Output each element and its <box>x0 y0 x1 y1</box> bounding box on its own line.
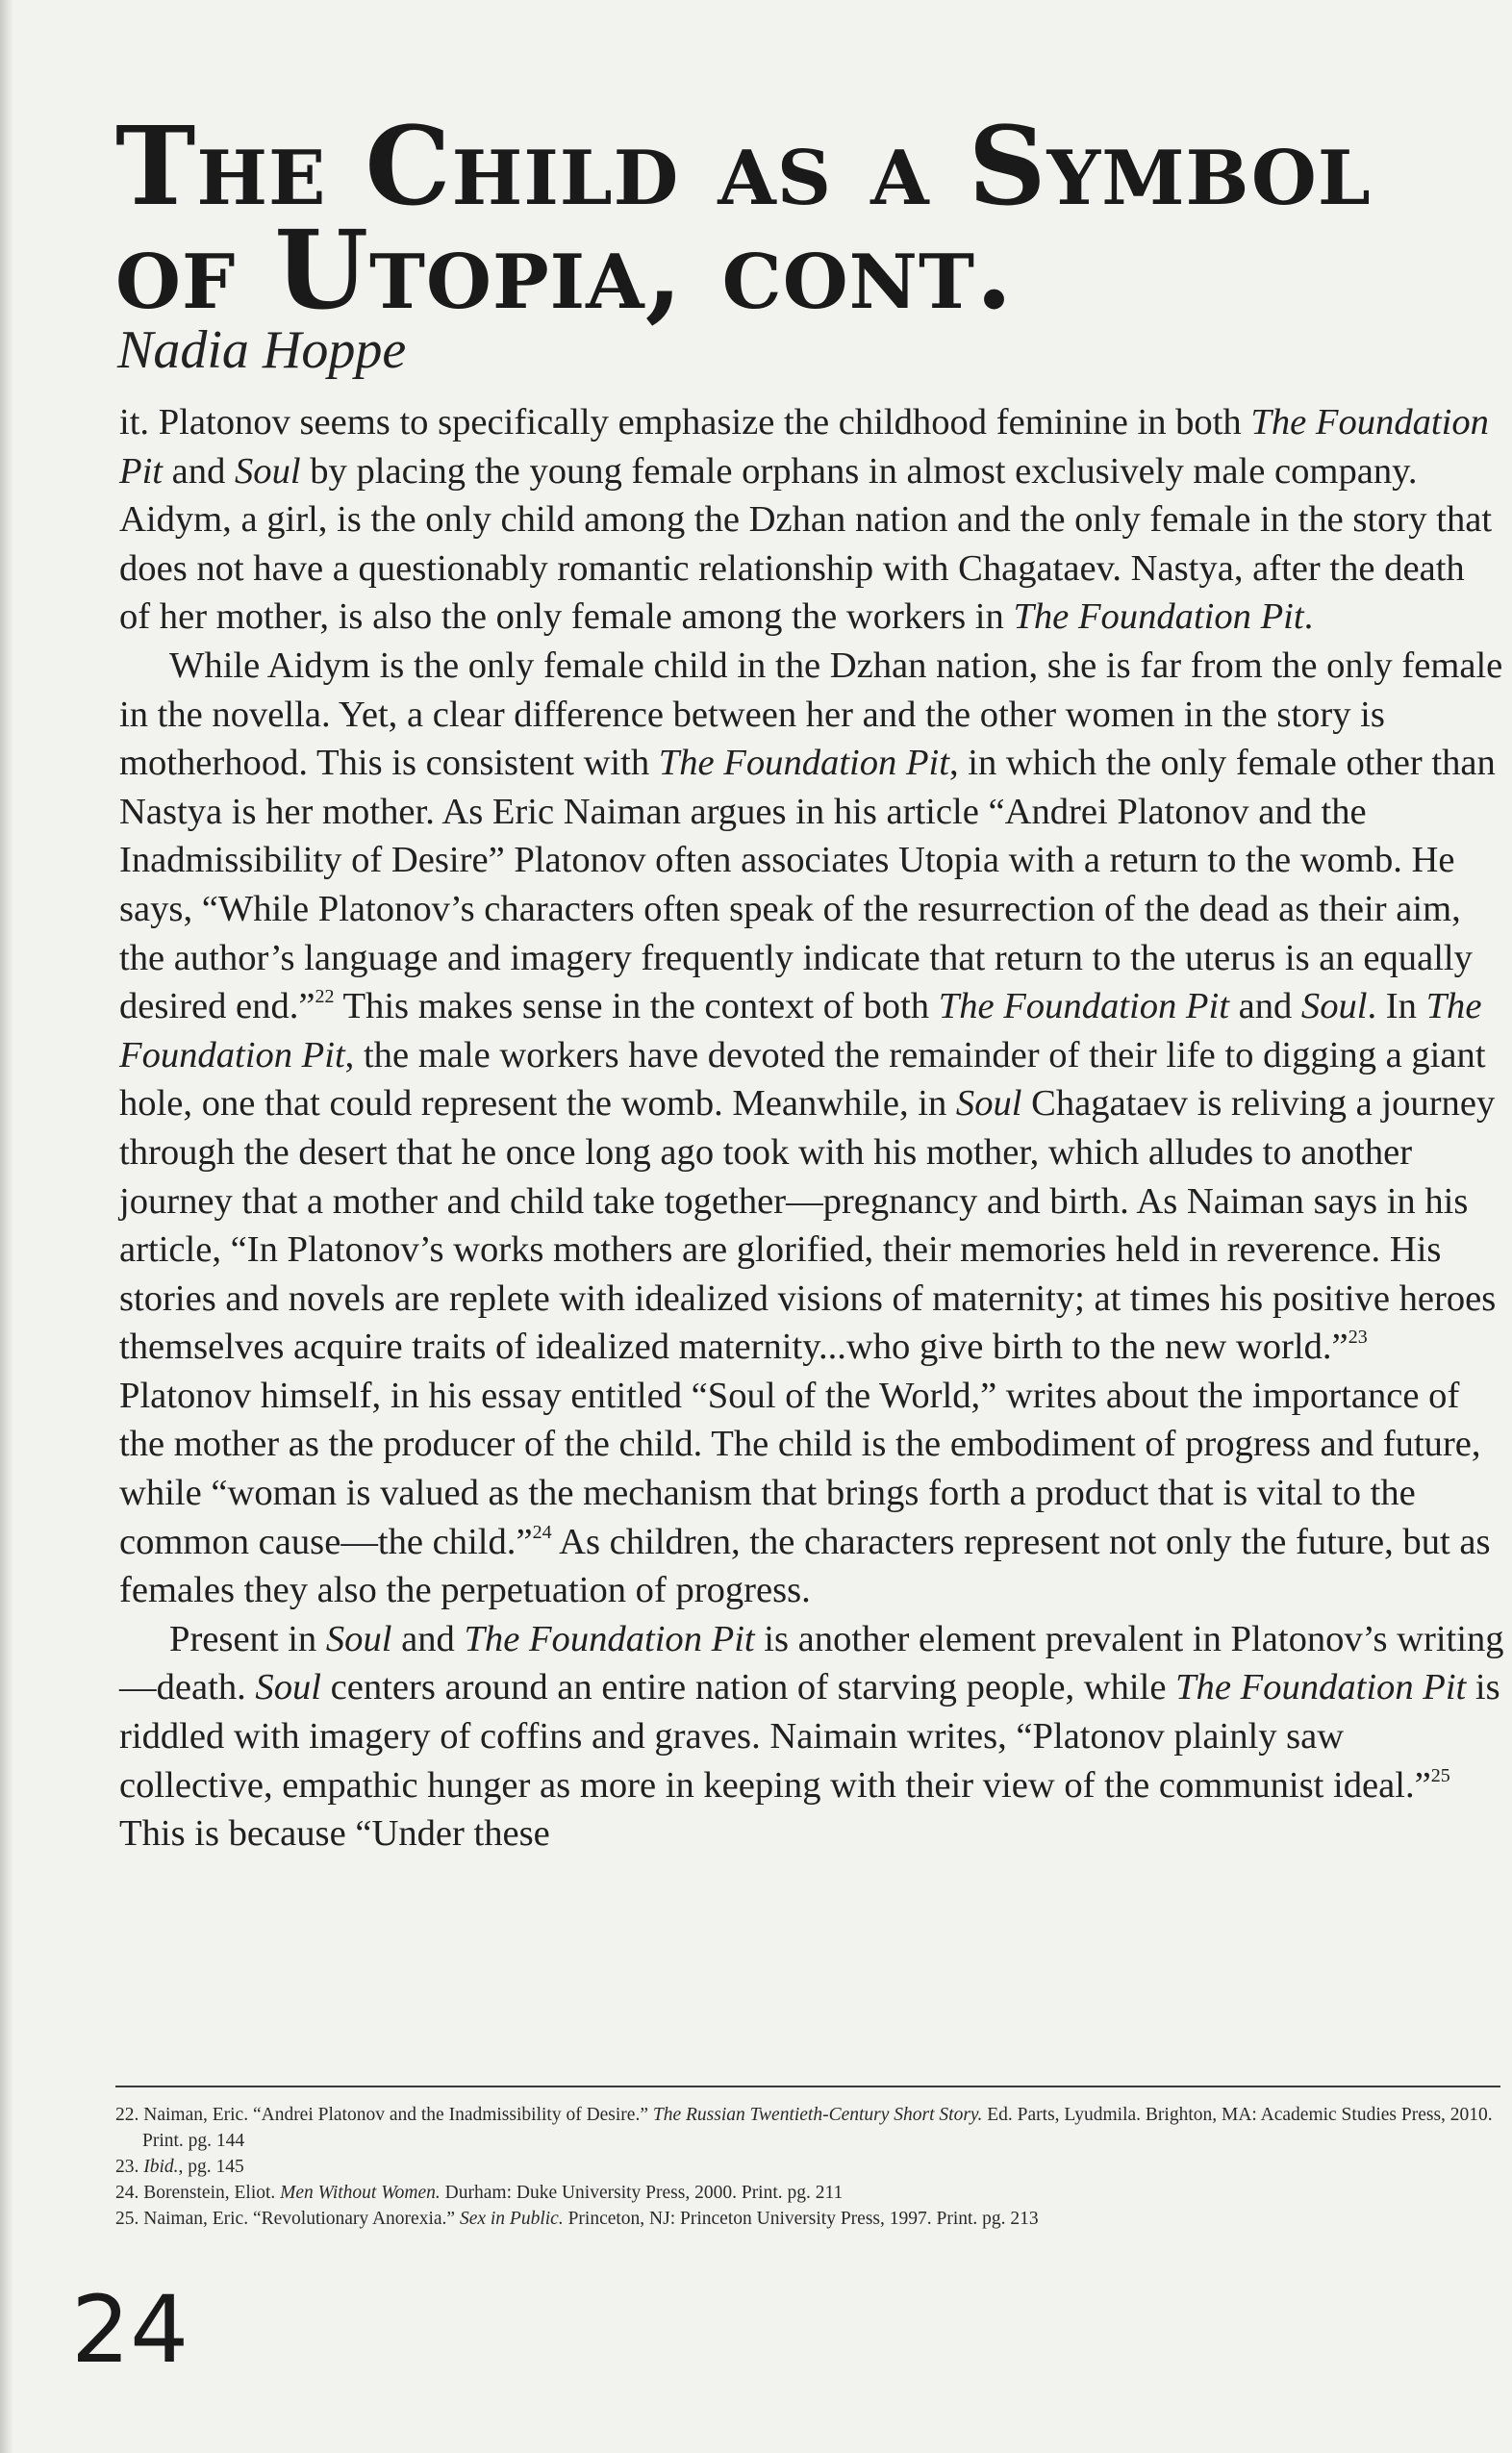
article-body <box>119 398 1504 1859</box>
article-title <box>115 104 1443 334</box>
footnote-23: 23. Ibid., pg. 145 <box>115 2157 244 2177</box>
author-name: Nadia Hoppe <box>117 320 407 380</box>
footnote-divider <box>115 2086 1500 2087</box>
page-edge-shadow <box>0 0 13 2453</box>
paragraph-3: Present in Soul and The Foundation Pit is another element prevalent in Platonov’s writing—death. Soul centers around an entire nation of starving people, while The Foundation Pit is riddled with imagery of coffins and graves. Naimain writes, “Platonov plainly saw collective, empathic hunger as more in keeping with their view of the communist ideal.”$^{25}$ This is because “Under these <box>119 1618 1504 1855</box>
footnote-ref-25[interactable]: 25 <box>1430 1764 1450 1786</box>
page-number: 24 <box>71 2276 189 2384</box>
footnote-24: 24. Borenstein, Eliot. Men Without Women. Durham: Duke University Press, 2000. Print. pg. 211 <box>115 2183 844 2203</box>
footnote-22: 22. Naiman, Eric. “Andrei Platonov and the Inadmissibility of Desire.” The Russian Twentieth-Century Short Story. Ed. Parts, Lyudmila. Brighton, MA: Academic Studies Press, 2010. Print. pg. 144 <box>115 2105 1493 2151</box>
footnotes <box>115 2102 1500 2232</box>
footnote-ref-22[interactable]: 22 <box>315 986 335 1008</box>
title-line-1: The Child as a Symbol <box>115 104 1372 230</box>
footnote-ref-24[interactable]: 24 <box>532 1521 552 1543</box>
title-line-2: of Utopia, cont. <box>115 208 1014 334</box>
footnote-ref-23[interactable]: 23 <box>1348 1327 1368 1349</box>
paragraph-1: it. Platonov seems to specifically emphasize the childhood feminine in both The Foundation Pit and Soul by placing the young female orphans in almost exclusively male company. Aidym, a girl, is the only child among the Dzhan nation and the only female in the story that does not have a questionably romantic relationship with Chagataev. Nastya, after the death of her mother, is also the only female among the workers in The Foundation Pit. <box>119 402 1493 638</box>
paragraph-2: While Aidym is the only female child in the Dzhan nation, she is far from the only female in the novella. Yet, a clear difference between her and the other women in the story is motherhood. This is consistent with The Foundation Pit, in which the only female other than Nastya is her mother. As Eric Naiman argues in his article “Andrei Platonov and the Inadmissibility of Desire” Platonov often associates Utopia with a return to the womb. He says, “While Platonov’s characters often speak of the resurrection of the dead as their aim, the author’s language and imagery frequently indicate that return to the uterus is an equally desired end.”$^{22}$ This makes sense in the context of both The Foundation Pit and Soul. In The Foundation Pit, the male workers have devoted the remainder of their life to digging a giant hole, one that could represent the womb. Meanwhile, in Soul Chagataev is reliving a journey through the desert that he once long ago took with his mother, which alludes to another journey that a mother and child take together—pregnancy and birth. As Naiman says in his article, “In Platonov’s works mothers are glorified, their memories held in reverence. His stories and novels are replete with idealized visions of maternity; at times his positive heroes themselves acquire traits of idealized maternity...who give birth to the new world.”$^{23}$ Platonov himself, in his essay entitled “Soul of the World,” writes about the importance of the mother as the producer of the child. The child is the embodiment of progress and future, while “woman is valued as the mechanism that brings forth a product that is vital to the common cause—the child.”$^{24}$ As children, the characters represent not only the future, but as females they also the perpetuation of progress. <box>119 645 1503 1611</box>
footnote-25: 25. Naiman, Eric. “Revolutionary Anorexia.” Sex in Public. Princeton, NJ: Princeton University Press, 1997. Print. pg. 213 <box>115 2209 1039 2229</box>
